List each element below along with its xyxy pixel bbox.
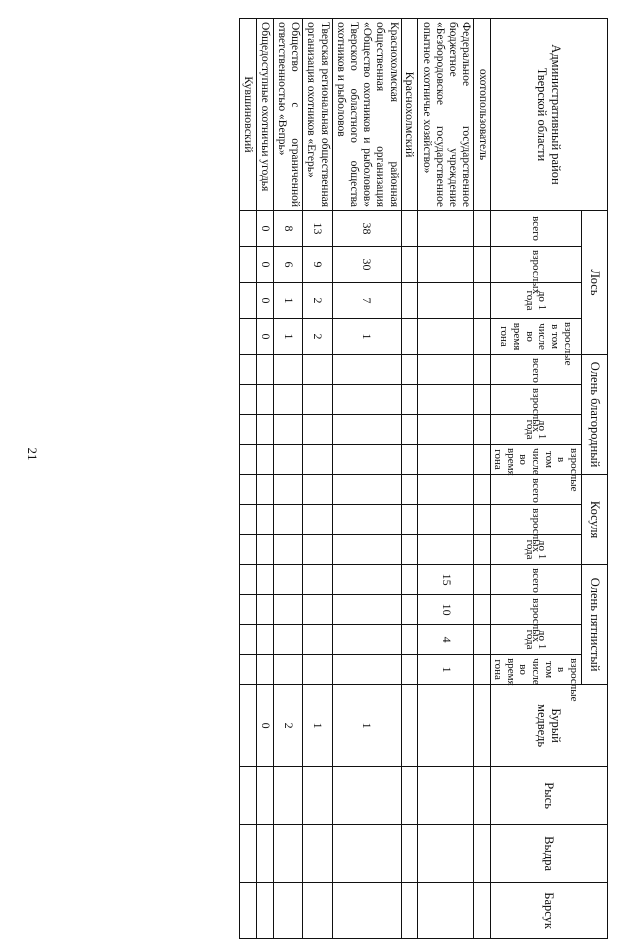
value-cell-4-18: [273, 883, 302, 939]
value-cell-3-2: 2: [303, 283, 332, 319]
empty-cell: [401, 535, 418, 565]
header-sub-3-1: взрослых: [490, 595, 581, 625]
empty-cell: [401, 767, 418, 825]
value-cell-4-7: [273, 445, 302, 475]
empty-cell: [474, 247, 490, 283]
empty-cell: [240, 247, 257, 283]
value-cell-0-4: [418, 355, 474, 385]
empty-cell: [401, 475, 418, 505]
value-cell-2-12: [332, 595, 401, 625]
value-cell-5-9: [256, 505, 273, 535]
empty-cell: [474, 595, 490, 625]
header-sub-1-2: до 1 года: [490, 415, 581, 445]
header-sub-1-1: взрослых: [490, 385, 581, 415]
value-cell-2-2: 7: [332, 283, 401, 319]
value-cell-3-5: [303, 385, 332, 415]
value-cell-0-0: [418, 211, 474, 247]
value-cell-0-3: [418, 319, 474, 355]
value-cell-3-1: 9: [303, 247, 332, 283]
empty-cell: [240, 211, 257, 247]
header-sub-1-0: всего: [490, 355, 581, 385]
empty-cell: [401, 625, 418, 655]
value-cell-0-17: [418, 825, 474, 883]
value-cell-0-14: 1: [418, 655, 474, 685]
value-cell-4-14: [273, 655, 302, 685]
value-cell-5-13: [256, 625, 273, 655]
value-cell-5-14: [256, 655, 273, 685]
value-cell-2-3: 1: [332, 319, 401, 355]
empty-cell: [474, 625, 490, 655]
value-cell-5-17: [256, 825, 273, 883]
value-cell-0-7: [418, 445, 474, 475]
value-cell-5-6: [256, 415, 273, 445]
empty-cell: [401, 319, 418, 355]
empty-cell: [474, 385, 490, 415]
header-sub-2-2: до 1 года: [490, 535, 581, 565]
value-cell-3-14: [303, 655, 332, 685]
value-cell-3-9: [303, 505, 332, 535]
empty-cell: [240, 319, 257, 355]
value-cell-4-2: 1: [273, 283, 302, 319]
user-row-name-4: Общество с ограниченной ответственностью «Вепрь»: [273, 19, 302, 211]
value-cell-5-7: [256, 445, 273, 475]
district-row-1: Краснохолмский: [401, 19, 418, 211]
value-cell-2-7: [332, 445, 401, 475]
value-cell-5-4: [256, 355, 273, 385]
value-cell-4-13: [273, 625, 302, 655]
empty-cell: [474, 445, 490, 475]
empty-cell: [474, 475, 490, 505]
empty-cell: [240, 415, 257, 445]
value-cell-5-10: [256, 535, 273, 565]
header-single-2: Выдра: [490, 825, 607, 883]
empty-cell: [401, 883, 418, 939]
empty-cell: [240, 475, 257, 505]
empty-cell: [240, 625, 257, 655]
value-cell-2-18: [332, 883, 401, 939]
header-species-0: Лось: [582, 211, 608, 355]
empty-cell: [240, 505, 257, 535]
value-cell-0-11: 15: [418, 565, 474, 595]
value-cell-0-2: [418, 283, 474, 319]
empty-cell: [474, 505, 490, 535]
value-cell-2-15: 1: [332, 685, 401, 767]
empty-cell: [474, 685, 490, 767]
empty-cell: [474, 565, 490, 595]
value-cell-5-1: 0: [256, 247, 273, 283]
header-sub-0-0: всего: [490, 211, 581, 247]
value-cell-4-12: [273, 595, 302, 625]
header-user-label: охотопользователь: [474, 19, 490, 211]
value-cell-5-3: 0: [256, 319, 273, 355]
empty-cell: [401, 655, 418, 685]
value-cell-3-17: [303, 825, 332, 883]
empty-cell: [240, 595, 257, 625]
empty-cell: [240, 767, 257, 825]
value-cell-2-1: 30: [332, 247, 401, 283]
value-cell-3-8: [303, 475, 332, 505]
header-sub-0-3: взрослые в том числе во время гона: [490, 319, 581, 355]
header-sub-3-2: до 1 года: [490, 625, 581, 655]
empty-cell: [474, 655, 490, 685]
value-cell-4-8: [273, 475, 302, 505]
empty-cell: [474, 283, 490, 319]
value-cell-0-16: [418, 767, 474, 825]
value-cell-5-8: [256, 475, 273, 505]
value-cell-2-0: 38: [332, 211, 401, 247]
value-cell-2-14: [332, 655, 401, 685]
value-cell-5-2: 0: [256, 283, 273, 319]
empty-cell: [240, 445, 257, 475]
value-cell-4-16: [273, 767, 302, 825]
empty-cell: [474, 883, 490, 939]
value-cell-3-3: 2: [303, 319, 332, 355]
value-cell-0-6: [418, 415, 474, 445]
header-species-2: Косуля: [582, 475, 608, 565]
empty-cell: [401, 505, 418, 535]
empty-cell: [240, 565, 257, 595]
header-sub-0-1: взрослых: [490, 247, 581, 283]
value-cell-2-16: [332, 767, 401, 825]
empty-cell: [240, 283, 257, 319]
empty-cell: [474, 355, 490, 385]
value-cell-4-17: [273, 825, 302, 883]
value-cell-2-11: [332, 565, 401, 595]
value-cell-5-12: [256, 595, 273, 625]
header-sub-3-3: взрослые в том числе во время гона: [490, 655, 581, 685]
value-cell-5-16: [256, 767, 273, 825]
empty-cell: [474, 767, 490, 825]
header-sub-2-0: всего: [490, 475, 581, 505]
empty-cell: [401, 211, 418, 247]
value-cell-0-1: [418, 247, 474, 283]
empty-cell: [240, 685, 257, 767]
header-sub-2-1: взрослых: [490, 505, 581, 535]
value-cell-2-10: [332, 535, 401, 565]
value-cell-3-18: [303, 883, 332, 939]
empty-cell: [401, 445, 418, 475]
empty-cell: [401, 415, 418, 445]
empty-cell: [240, 883, 257, 939]
empty-cell: [474, 415, 490, 445]
value-cell-4-5: [273, 385, 302, 415]
value-cell-0-13: 4: [418, 625, 474, 655]
empty-cell: [401, 565, 418, 595]
rotated-table-container: [78, 18, 608, 929]
value-cell-3-16: [303, 767, 332, 825]
value-cell-4-3: 1: [273, 319, 302, 355]
header-single-0: Бурый медведь: [490, 685, 607, 767]
value-cell-2-17: [332, 825, 401, 883]
value-cell-3-13: [303, 625, 332, 655]
value-cell-4-6: [273, 415, 302, 445]
value-cell-2-9: [332, 505, 401, 535]
value-cell-5-0: 0: [256, 211, 273, 247]
header-species-3: Олень пятнистый: [582, 565, 608, 685]
user-row-name-2: Краснохолмская районная общественная организация «Общество охотников и рыболовов» Тверского областного общества охотников и рыболовов: [332, 19, 401, 211]
value-cell-0-10: [418, 535, 474, 565]
value-cell-2-8: [332, 475, 401, 505]
hunting-resources-table: [239, 18, 608, 939]
value-cell-5-15: 0: [256, 685, 273, 767]
value-cell-2-4: [332, 355, 401, 385]
value-cell-4-4: [273, 355, 302, 385]
value-cell-0-12: 10: [418, 595, 474, 625]
empty-cell: [401, 595, 418, 625]
header-single-1: Рысь: [490, 767, 607, 825]
value-cell-3-0: 13: [303, 211, 332, 247]
user-row-name-5: Общедоступные охотничьи угодья: [256, 19, 273, 211]
empty-cell: [401, 283, 418, 319]
district-row-6: Кувшиновский: [240, 19, 257, 211]
empty-cell: [240, 535, 257, 565]
empty-cell: [401, 685, 418, 767]
value-cell-4-0: 8: [273, 211, 302, 247]
value-cell-3-10: [303, 535, 332, 565]
value-cell-0-9: [418, 505, 474, 535]
value-cell-4-15: 2: [273, 685, 302, 767]
header-sub-1-3: взрослые в том числе во время гона: [490, 445, 581, 475]
header-sub-0-2: до 1 года: [490, 283, 581, 319]
value-cell-4-10: [273, 535, 302, 565]
header-single-3: Барсук: [490, 883, 607, 939]
empty-cell: [240, 355, 257, 385]
value-cell-0-18: [418, 883, 474, 939]
value-cell-3-12: [303, 595, 332, 625]
empty-cell: [401, 355, 418, 385]
value-cell-0-8: [418, 475, 474, 505]
header-district: Административный район Тверской области: [490, 19, 607, 211]
value-cell-4-9: [273, 505, 302, 535]
value-cell-4-11: [273, 565, 302, 595]
value-cell-0-15: [418, 685, 474, 767]
empty-cell: [401, 385, 418, 415]
value-cell-3-7: [303, 445, 332, 475]
empty-cell: [474, 211, 490, 247]
user-row-name-3: Тверская региональная общественная организация охотников «Егерь»: [303, 19, 332, 211]
value-cell-2-13: [332, 625, 401, 655]
empty-cell: [474, 535, 490, 565]
value-cell-2-6: [332, 415, 401, 445]
header-sub-3-0: всего: [490, 565, 581, 595]
user-row-name-0: Федеральное государственное бюджетное учреждение «Безбородовское государственное опытное охотничье хозяйство»: [418, 19, 474, 211]
empty-cell: [401, 247, 418, 283]
empty-cell: [474, 825, 490, 883]
empty-cell: [474, 319, 490, 355]
value-cell-0-5: [418, 385, 474, 415]
header-species-1: Олень благородный: [582, 355, 608, 475]
value-cell-5-5: [256, 385, 273, 415]
value-cell-3-11: [303, 565, 332, 595]
value-cell-4-1: 6: [273, 247, 302, 283]
value-cell-3-4: [303, 355, 332, 385]
empty-cell: [401, 825, 418, 883]
value-cell-3-15: 1: [303, 685, 332, 767]
value-cell-3-6: [303, 415, 332, 445]
empty-cell: [240, 825, 257, 883]
value-cell-2-5: [332, 385, 401, 415]
empty-cell: [240, 385, 257, 415]
page-number: 21: [25, 447, 40, 461]
value-cell-5-11: [256, 565, 273, 595]
value-cell-5-18: [256, 883, 273, 939]
empty-cell: [240, 655, 257, 685]
